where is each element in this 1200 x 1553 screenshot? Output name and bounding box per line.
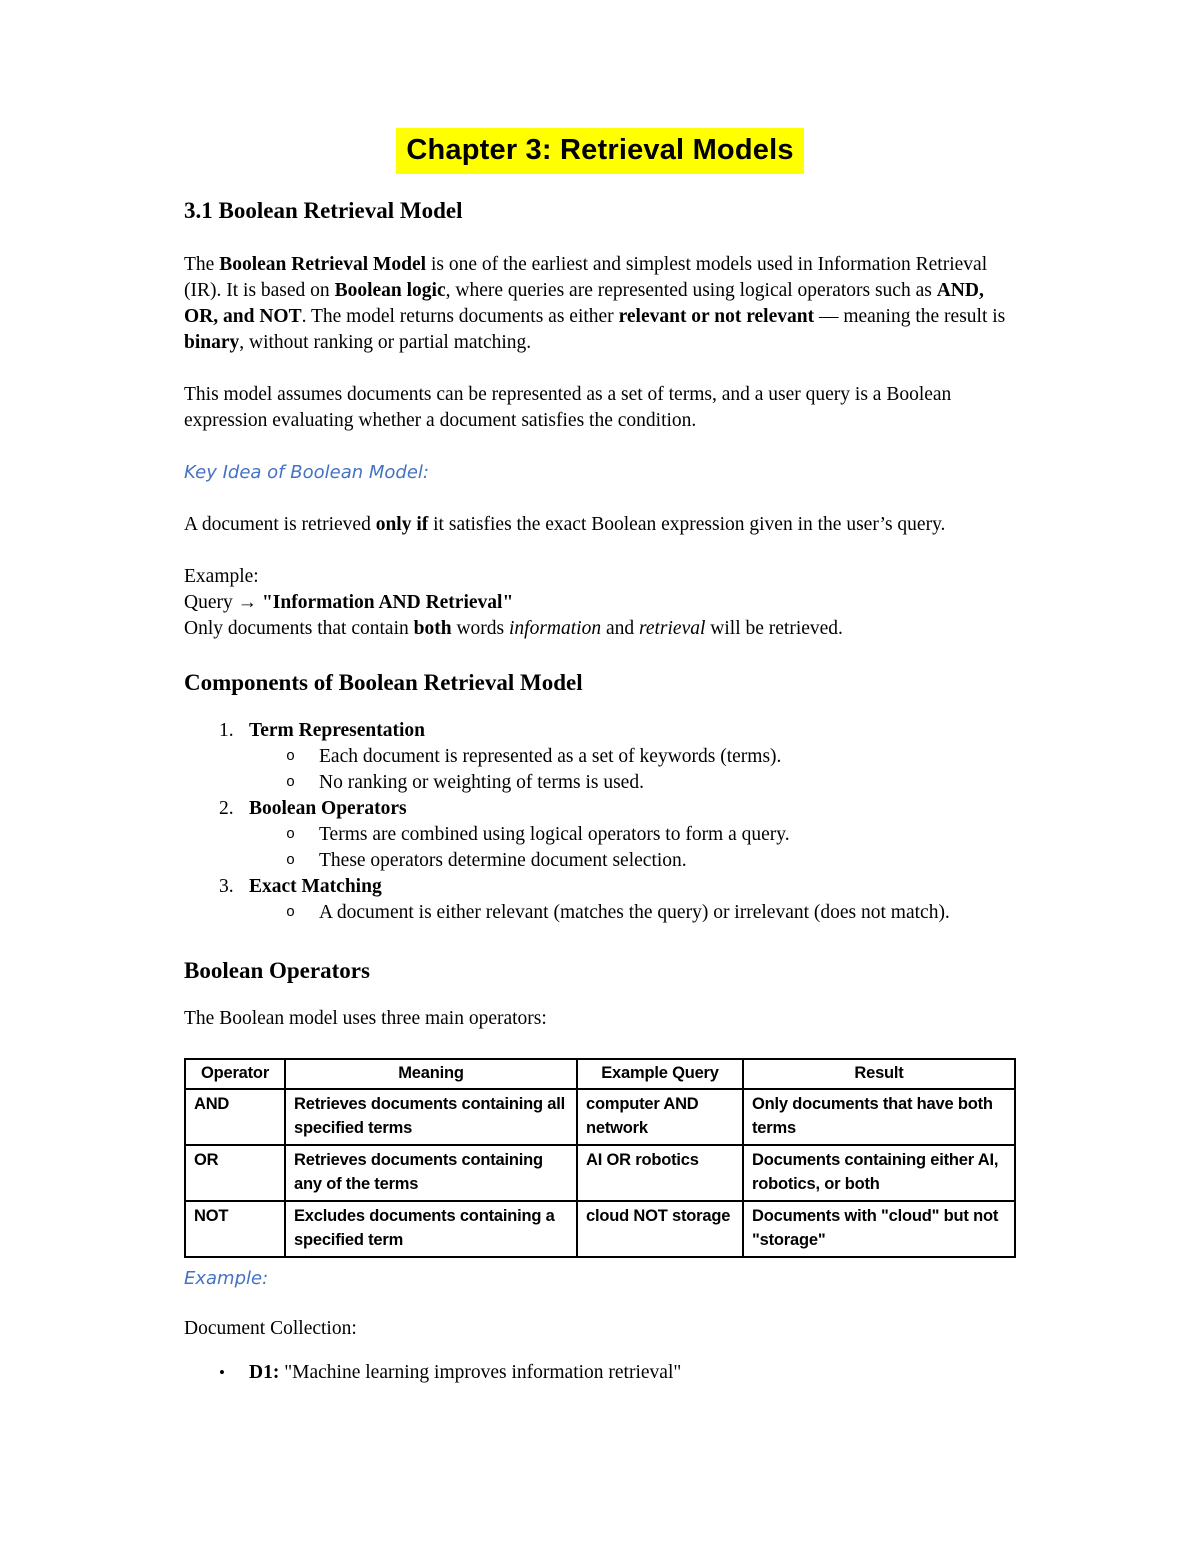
example-block xyxy=(184,564,1016,642)
table-cell: Excludes documents containing a specified term xyxy=(285,1201,577,1257)
components-heading: Components of Boolean Retrieval Model xyxy=(184,670,583,695)
document-d1-item xyxy=(184,1360,1016,1386)
table-cell: NOT xyxy=(185,1201,285,1257)
table-cell: Documents containing either AI, robotics, or both xyxy=(743,1145,1015,1201)
text-segment-bold: both xyxy=(413,618,452,639)
text-segment-bold: AND, OR, and NOT xyxy=(184,280,984,327)
d1-label: D1: xyxy=(249,1362,280,1383)
text-segment-bold: Boolean Retrieval Model xyxy=(219,254,427,275)
column-header: Result xyxy=(743,1059,1015,1089)
list-subitem xyxy=(184,770,1016,796)
text-segment-bold: only if xyxy=(375,514,429,535)
table-row xyxy=(185,1145,1015,1201)
text-segment: A document is retrieved xyxy=(184,514,376,535)
column-header: Example Query xyxy=(577,1059,743,1089)
d1-quote: "Machine learning improves information retrieval" xyxy=(279,1362,682,1383)
text-segment-bold: binary xyxy=(184,332,240,353)
table-cell: Only documents that have both terms xyxy=(743,1089,1015,1145)
table-cell: OR xyxy=(185,1145,285,1201)
text-segment: is one of the earliest and simplest models used in Information Retrieval (IR). It is based on xyxy=(184,254,988,301)
list-item xyxy=(184,796,1016,822)
list-item-title: Boolean Operators xyxy=(249,798,407,819)
text-segment: words xyxy=(451,618,509,639)
text-segment: , where queries are represented using logical operators such as xyxy=(445,280,937,301)
sub-bullet-marker: o xyxy=(286,904,296,921)
text-segment: will be retrieved. xyxy=(705,618,843,639)
list-number: 2. xyxy=(219,798,234,819)
list-number: 3. xyxy=(219,876,234,897)
table-cell: computer AND network xyxy=(577,1089,743,1145)
text-segment: Only documents that contain xyxy=(184,618,414,639)
text-segment-bold: Boolean logic xyxy=(334,280,446,301)
query-prefix: Query → xyxy=(184,592,262,613)
key-idea-label: Key Idea of Boolean Model: xyxy=(184,462,429,483)
list-subitem xyxy=(184,822,1016,848)
boolean-operators-heading: Boolean Operators xyxy=(184,958,370,983)
sub-bullet-text: A document is either relevant (matches the query) or irrelevant (does not match). xyxy=(319,902,950,923)
table-header-row xyxy=(185,1059,1015,1089)
table-cell: cloud NOT storage xyxy=(577,1201,743,1257)
list-item-title: Exact Matching xyxy=(249,876,382,897)
text-segment: it satisfies the exact Boolean expression given in the user’s query. xyxy=(428,514,946,535)
sub-bullet-marker: o xyxy=(286,748,296,765)
text-segment-italic: retrieval xyxy=(638,618,706,639)
bullet-icon: • xyxy=(219,1363,225,1382)
assumption-paragraph: This model assumes documents can be represented as a set of terms, and a user query is a Boolean expression evaluating whether a document satisfies the condition. xyxy=(184,384,952,431)
operators-intro: The Boolean model uses three main operators: xyxy=(184,1008,547,1029)
column-header: Meaning xyxy=(285,1059,577,1089)
sub-bullet-text: No ranking or weighting of terms is used. xyxy=(319,772,644,793)
table-cell: Documents with "cloud" but not "storage" xyxy=(743,1201,1015,1257)
chapter-title-row xyxy=(184,128,1016,174)
list-subitem xyxy=(184,848,1016,874)
table-cell: AND xyxy=(185,1089,285,1145)
list-subitem xyxy=(184,900,1016,926)
sub-bullet-marker: o xyxy=(286,852,296,869)
list-number: 1. xyxy=(219,720,234,741)
list-item xyxy=(184,718,1016,744)
text-segment: . The model returns documents as either xyxy=(301,306,619,327)
sub-bullet-text: Each document is represented as a set of keywords (terms). xyxy=(319,746,782,767)
example-label: Example: xyxy=(184,1268,269,1289)
key-idea-paragraph xyxy=(184,512,1016,538)
example-label: Example: xyxy=(184,566,259,587)
sub-bullet-text: Terms are combined using logical operators to form a query. xyxy=(319,824,790,845)
table-row xyxy=(185,1201,1015,1257)
column-header: Operator xyxy=(185,1059,285,1089)
sub-bullet-marker: o xyxy=(286,774,296,791)
query-text: "Information AND Retrieval" xyxy=(261,592,514,613)
text-segment-italic: information xyxy=(508,618,602,639)
list-item xyxy=(184,874,1016,900)
text-segment: and xyxy=(601,618,639,639)
section-3-1-heading: 3.1 Boolean Retrieval Model xyxy=(184,198,463,223)
table-cell: Retrieves documents containing any of the terms xyxy=(285,1145,577,1201)
list-subitem xyxy=(184,744,1016,770)
sub-bullet-text: These operators determine document selection. xyxy=(319,850,687,871)
document-d1-text xyxy=(249,1360,681,1386)
chapter-title: Chapter 3: Retrieval Models xyxy=(396,128,803,174)
intro-paragraph xyxy=(184,252,1016,356)
text-segment: — meaning the result is xyxy=(814,306,1006,327)
list-item-title: Term Representation xyxy=(249,720,426,741)
document-collection-label: Document Collection: xyxy=(184,1318,357,1339)
components-list xyxy=(184,718,1016,926)
text-segment: The xyxy=(184,254,220,275)
table-row xyxy=(185,1089,1015,1145)
table-cell: AI OR robotics xyxy=(577,1145,743,1201)
table-cell: Retrieves documents containing all specified terms xyxy=(285,1089,577,1145)
sub-bullet-marker: o xyxy=(286,826,296,843)
text-segment: , without ranking or partial matching. xyxy=(239,332,532,353)
text-segment-bold: relevant or not relevant xyxy=(618,306,815,327)
operators-table xyxy=(184,1058,1016,1258)
